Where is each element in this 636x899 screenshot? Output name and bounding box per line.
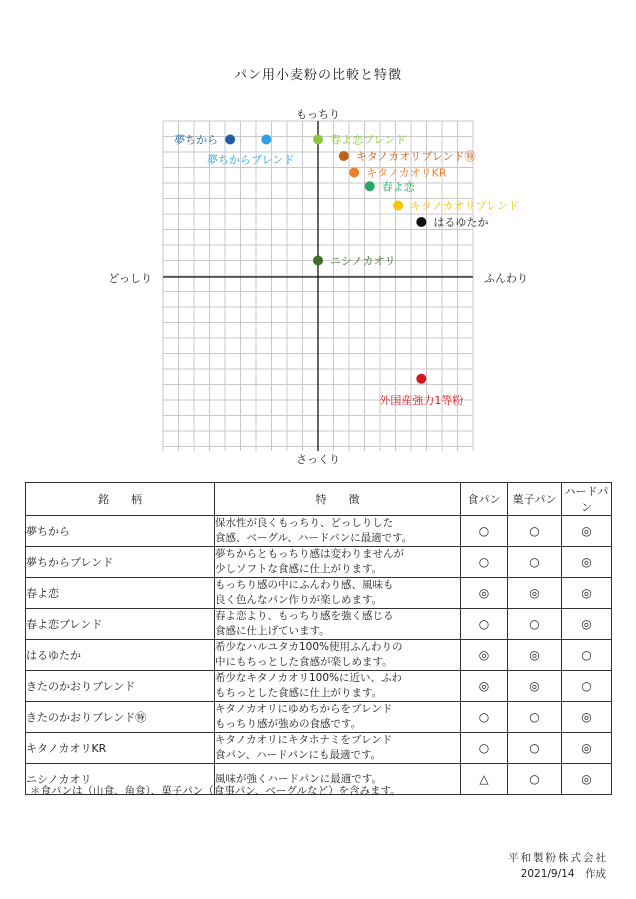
rating-shokupan: ◎ (461, 671, 508, 702)
data-point-label: 外国産強力1等粉 (379, 393, 464, 407)
data-point-label: キタノカオリブレンド (410, 199, 519, 213)
rating-kashipan: ○ (508, 547, 562, 578)
rating-hardpan: ◎ (562, 609, 612, 640)
page-title: パン用小麦粉の比較と特徴 (233, 68, 402, 83)
feature-line-1: 春よ恋より、もっちり感を強く感じる (215, 610, 394, 622)
feature-text (215, 516, 461, 547)
data-point (225, 135, 235, 145)
data-point (313, 256, 323, 266)
data-point-label: 春よ恋ブレンド (330, 133, 407, 147)
comparison-table (25, 482, 612, 795)
header-kashipan: 菓子パン (508, 483, 562, 516)
rating-shokupan: ○ (461, 516, 508, 547)
brand-name: きたのかおりブレンド㊕ (26, 702, 215, 733)
feature-line-2: もちっとした食感に仕上がります。 (215, 687, 383, 699)
feature-line-2: 中にもちっとした食感が楽しめます。 (215, 656, 393, 668)
rating-hardpan: ○ (562, 640, 612, 671)
brand-name: ニシノカオリ (26, 764, 215, 795)
feature-line-1: 夢ちからともっちり感は変わりませんが (215, 548, 404, 560)
rating-kashipan: ○ (508, 764, 562, 795)
feature-line-1: キタノカオリにキタホナミをブレンド (215, 734, 393, 746)
rating-kashipan: ○ (508, 733, 562, 764)
rating-hardpan: ◎ (562, 733, 612, 764)
company-name: 平和製粉株式会社 (508, 852, 608, 864)
rating-kashipan: ○ (508, 609, 562, 640)
rating-shokupan: ○ (461, 609, 508, 640)
rating-kashipan: ◎ (508, 671, 562, 702)
data-point-label: 夢ちから (174, 133, 219, 147)
footnote: ＊食パンは（山食、角食）、菓子パン（食事パン、ベーグルなど）を含みます。 (30, 785, 401, 797)
table-row (26, 578, 612, 609)
brand-name: 春よ恋ブレンド (26, 609, 215, 640)
created-date: 2021/9/14 作成 (520, 868, 606, 880)
feature-line-2: 食感、ベーグル、ハードパンに最適です。 (215, 532, 413, 544)
feature-text (215, 609, 461, 640)
table-row (26, 609, 612, 640)
axis-label-left: どっしり (108, 272, 152, 285)
rating-shokupan: ◎ (461, 578, 508, 609)
feature-line-1: 希少なハルユタカ100%使用ふんわりの (215, 641, 403, 653)
data-point-label: 春よ恋 (381, 180, 415, 194)
header-brand: 銘 柄 (26, 483, 215, 516)
rating-kashipan: ○ (508, 516, 562, 547)
feature-line-1: 風味が強くハードパンに最適です。 (215, 772, 382, 785)
feature-line-1: もっちり感の中にふんわり感、風味も (215, 579, 394, 591)
data-point-label: キタノカオリKR (366, 166, 447, 180)
feature-text (215, 733, 461, 764)
header-feature: 特 徴 (215, 483, 461, 516)
header-hardpan: ハードパン (562, 483, 612, 516)
table-row (26, 702, 612, 733)
data-point (261, 135, 271, 145)
table-row (26, 733, 612, 764)
axis-label-bottom: さっくり (296, 453, 340, 466)
feature-text (215, 671, 461, 702)
rating-kashipan: ◎ (508, 578, 562, 609)
brand-name: きたのかおりブレンド (26, 671, 215, 702)
data-point-label: ニシノカオリ (330, 254, 396, 268)
rating-hardpan: ◎ (562, 702, 612, 733)
brand-name: はるゆたか (26, 640, 215, 671)
rating-hardpan: ◎ (562, 516, 612, 547)
brand-name: 夢ちからブレンド (26, 547, 215, 578)
feature-text (215, 640, 461, 671)
rating-shokupan: ○ (461, 702, 508, 733)
data-point (416, 374, 426, 384)
feature-text (215, 702, 461, 733)
data-point-label: 夢ちからブレンド (207, 153, 295, 167)
rating-shokupan: ○ (461, 733, 508, 764)
axis-label-right: ふんわり (484, 272, 528, 285)
table-row (26, 547, 612, 578)
data-point-label: キタノカオリブレンド㊕ (355, 150, 476, 163)
rating-hardpan: ○ (562, 671, 612, 702)
feature-line-1: キタノカオリにゆめちからをブレンド (215, 703, 393, 715)
feature-line-2: 食パン、ハードパンにも最適です。 (215, 749, 382, 761)
rating-kashipan: ◎ (508, 640, 562, 671)
rating-shokupan: ◎ (461, 640, 508, 671)
rating-shokupan: ○ (461, 547, 508, 578)
feature-line-1: 保水性が良くもっちり、どっしりした (215, 517, 394, 529)
feature-line-2: 少しソフトな食感に仕上がります。 (215, 563, 383, 575)
rating-hardpan: ◎ (562, 764, 612, 795)
data-point (393, 201, 403, 211)
rating-kashipan: ○ (508, 702, 562, 733)
axis-label-top: もっちり (296, 108, 340, 121)
chart-points (174, 133, 519, 407)
feature-line-1: 希少なキタノカオリ100%に近い、ふわ (215, 672, 402, 684)
feature-line-2: もっちり感が強めの食感です。 (215, 718, 362, 730)
table-row (26, 640, 612, 671)
rating-shokupan: △ (461, 764, 508, 795)
table-row (26, 516, 612, 547)
data-point (416, 217, 426, 227)
feature-text (215, 578, 461, 609)
data-point-label: はるゆたか (433, 216, 489, 229)
table-row (26, 671, 612, 702)
header-shokupan: 食パン (461, 483, 508, 516)
data-point (349, 168, 359, 178)
brand-name: 春よ恋 (26, 578, 215, 609)
data-point (313, 135, 323, 145)
data-point (339, 151, 349, 161)
feature-text (215, 547, 461, 578)
data-point (365, 181, 375, 191)
table-header-row (26, 483, 612, 516)
feature-line-2: 良く色んなパン作りが楽しめます。 (215, 594, 383, 606)
brand-name: 夢ちから (26, 516, 215, 547)
rating-hardpan: ◎ (562, 547, 612, 578)
rating-hardpan: ◎ (562, 578, 612, 609)
feature-line-2: 食感に仕上げています。 (215, 625, 330, 637)
brand-name: キタノカオリKR (26, 733, 215, 764)
